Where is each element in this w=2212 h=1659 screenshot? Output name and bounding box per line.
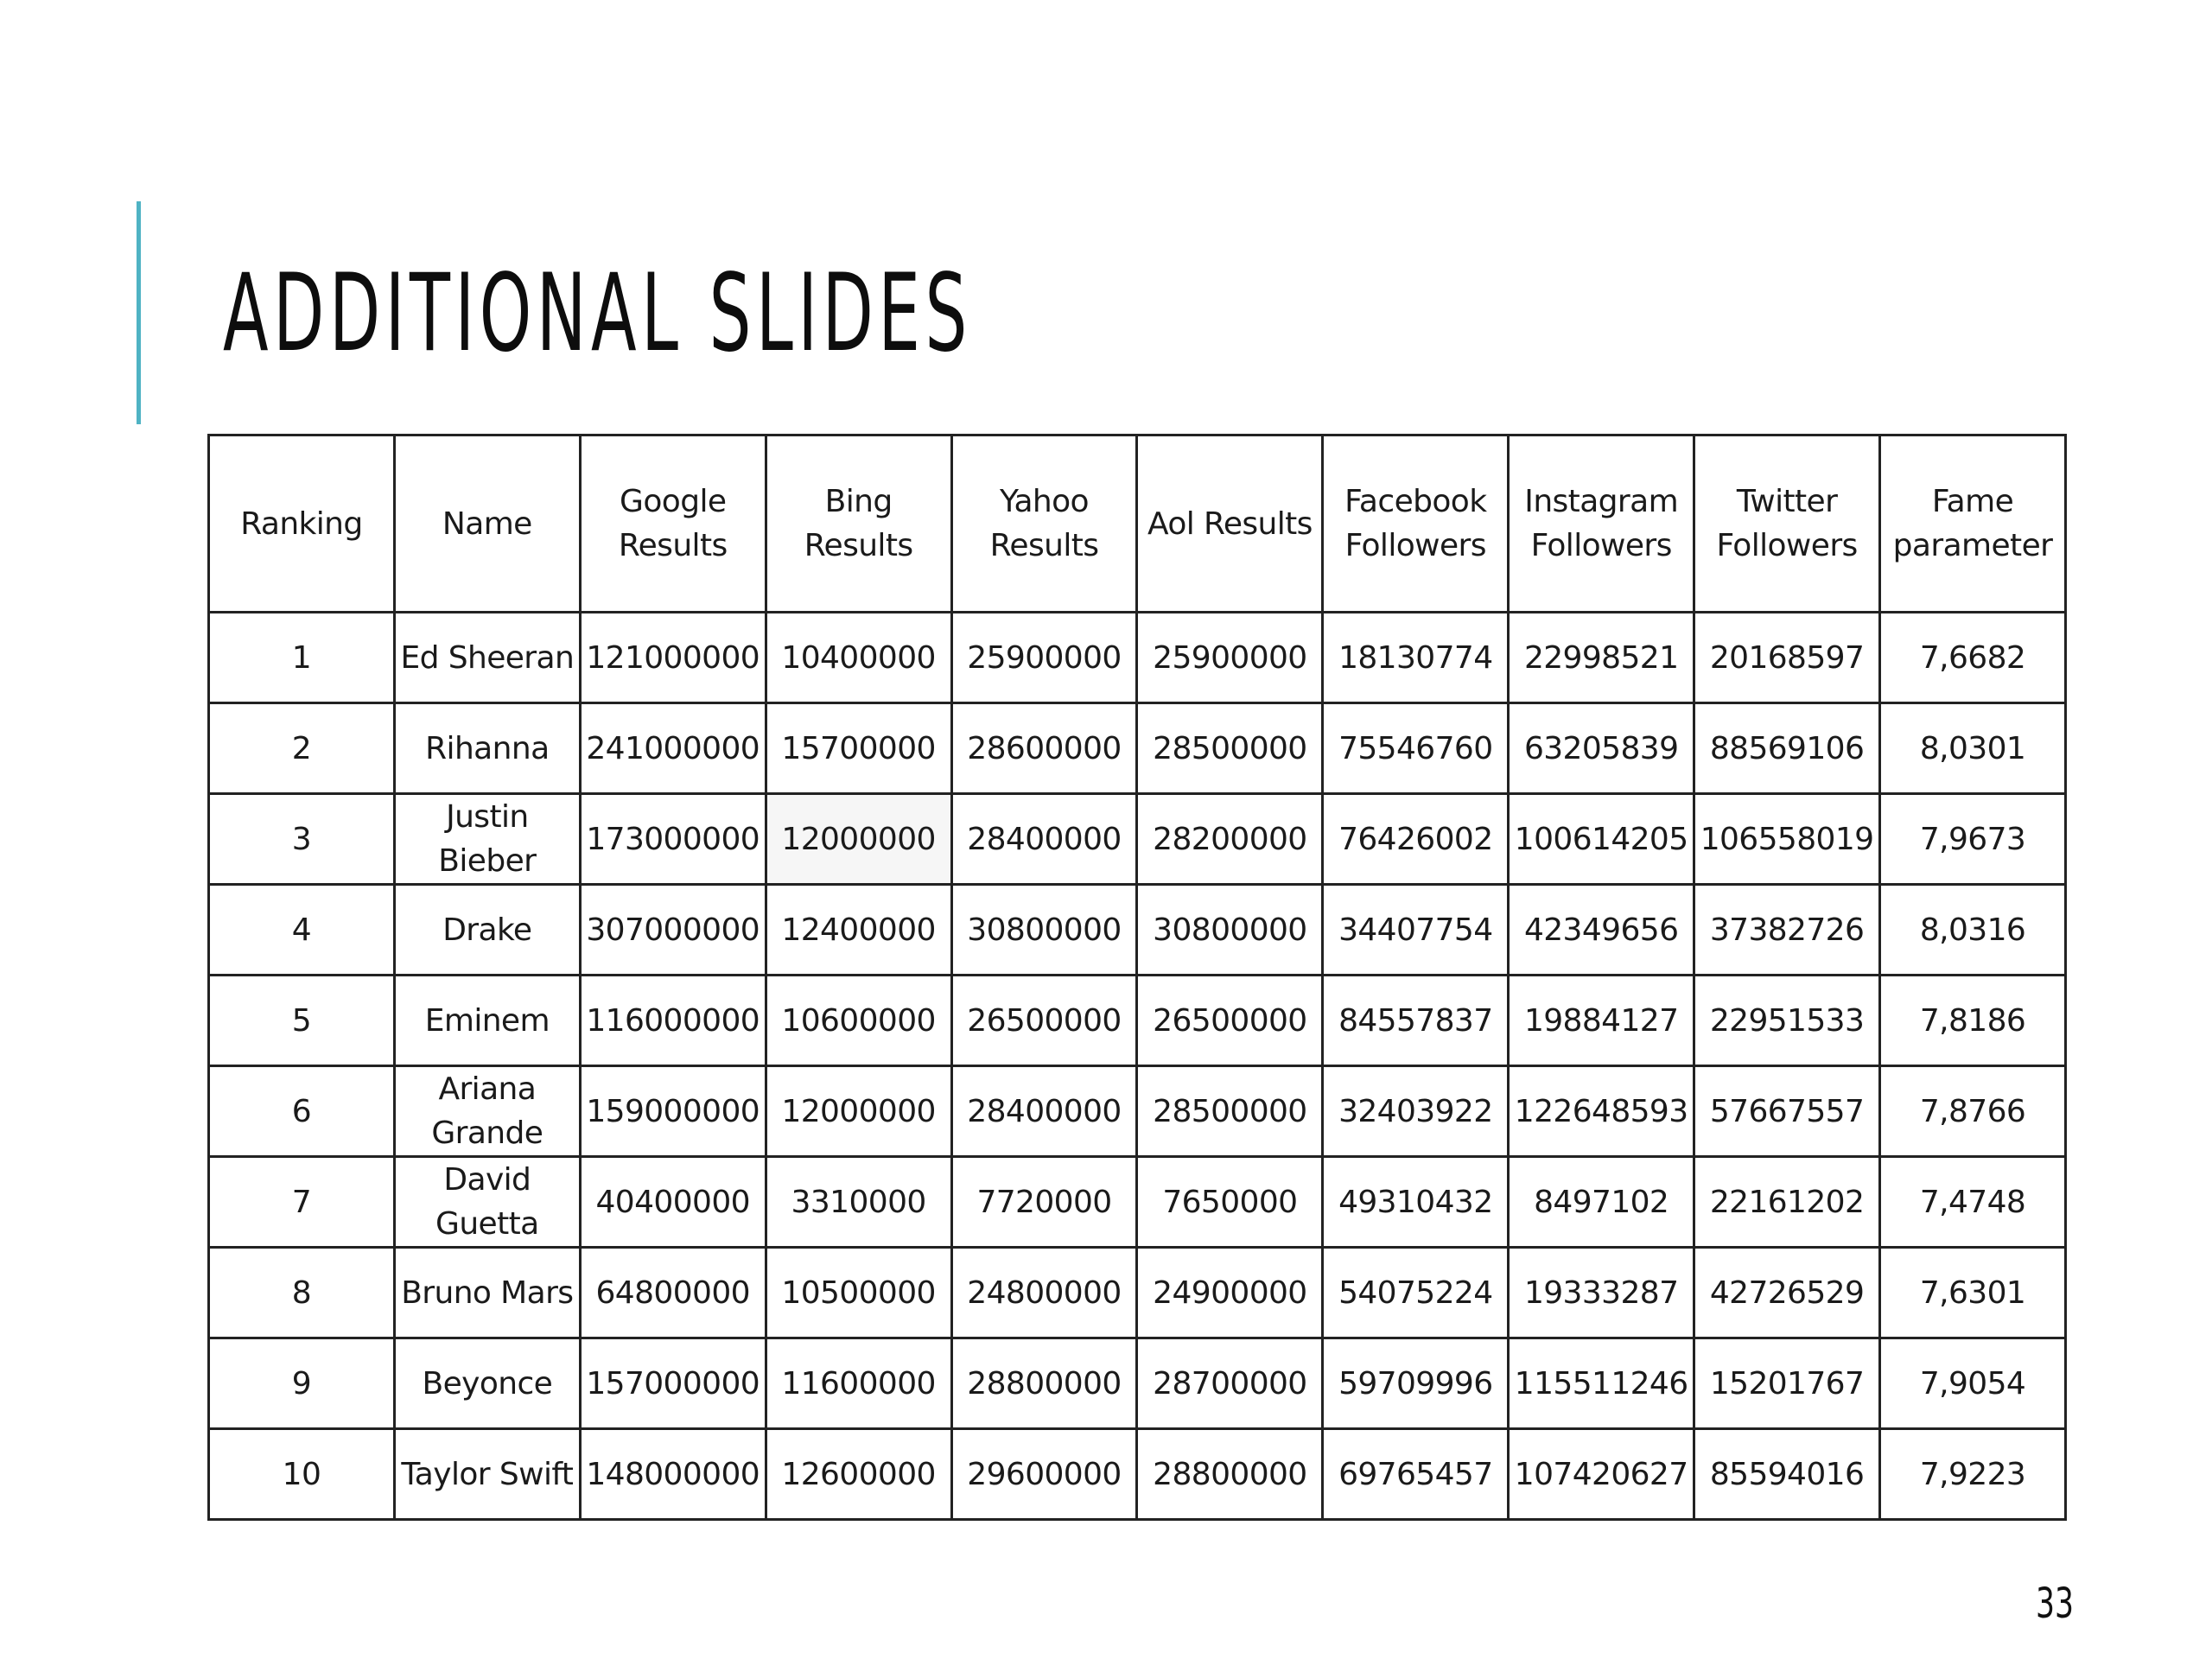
- table-row: [209, 885, 2066, 976]
- cell-bing-results: 12400000: [766, 885, 951, 976]
- cell-aol-results: 28200000: [1137, 794, 1323, 885]
- cell-facebook-followers: 76426002: [1323, 794, 1509, 885]
- cell-facebook-followers: 49310432: [1323, 1157, 1509, 1248]
- header-fame-parameter: Fame parameter: [1880, 435, 2066, 613]
- cell-twitter-followers: 106558019: [1694, 794, 1880, 885]
- cell-yahoo-results: 25900000: [951, 613, 1137, 703]
- cell-google-results: 148000000: [580, 1429, 766, 1520]
- header-yahoo-results: Yahoo Results: [951, 435, 1137, 613]
- cell-bing-results: 10400000: [766, 613, 951, 703]
- cell-name: Beyonce: [394, 1338, 580, 1429]
- cell-instagram-followers: 42349656: [1509, 885, 1694, 976]
- cell-fame-parameter: 7,9223: [1880, 1429, 2066, 1520]
- header-name: Name: [394, 435, 580, 613]
- cell-aol-results: 26500000: [1137, 976, 1323, 1066]
- cell-twitter-followers: 85594016: [1694, 1429, 1880, 1520]
- cell-facebook-followers: 75546760: [1323, 703, 1509, 794]
- cell-instagram-followers: 19884127: [1509, 976, 1694, 1066]
- cell-facebook-followers: 69765457: [1323, 1429, 1509, 1520]
- cell-name: Taylor Swift: [394, 1429, 580, 1520]
- cell-instagram-followers: 63205839: [1509, 703, 1694, 794]
- cell-yahoo-results: 26500000: [951, 976, 1137, 1066]
- header-bing-results: Bing Results: [766, 435, 951, 613]
- cell-twitter-followers: 57667557: [1694, 1066, 1880, 1157]
- cell-twitter-followers: 88569106: [1694, 703, 1880, 794]
- table-row: [209, 1248, 2066, 1338]
- cell-fame-parameter: 7,8766: [1880, 1066, 2066, 1157]
- cell-bing-results: 15700000: [766, 703, 951, 794]
- table-row: [209, 976, 2066, 1066]
- cell-fame-parameter: 8,0316: [1880, 885, 2066, 976]
- cell-google-results: 121000000: [580, 613, 766, 703]
- cell-instagram-followers: 122648593: [1509, 1066, 1694, 1157]
- cell-yahoo-results: 28600000: [951, 703, 1137, 794]
- header-aol-results: Aol Results: [1137, 435, 1323, 613]
- table-row: [209, 613, 2066, 703]
- cell-ranking: 1: [209, 613, 395, 703]
- cell-ranking: 6: [209, 1066, 395, 1157]
- cell-aol-results: 28800000: [1137, 1429, 1323, 1520]
- page-number: 33: [2036, 1580, 2074, 1628]
- cell-twitter-followers: 15201767: [1694, 1338, 1880, 1429]
- fame-ranking-table: [207, 434, 2067, 1521]
- cell-yahoo-results: 30800000: [951, 885, 1137, 976]
- cell-name: Bruno Mars: [394, 1248, 580, 1338]
- cell-fame-parameter: 7,6682: [1880, 613, 2066, 703]
- cell-google-results: 241000000: [580, 703, 766, 794]
- cell-yahoo-results: 24800000: [951, 1248, 1137, 1338]
- cell-aol-results: 28700000: [1137, 1338, 1323, 1429]
- cell-aol-results: 7650000: [1137, 1157, 1323, 1248]
- cell-fame-parameter: 7,9673: [1880, 794, 2066, 885]
- cell-aol-results: 30800000: [1137, 885, 1323, 976]
- header-google-results: Google Results: [580, 435, 766, 613]
- cell-aol-results: 25900000: [1137, 613, 1323, 703]
- cell-bing-results: 12000000: [766, 1066, 951, 1157]
- cell-name: David Guetta: [394, 1157, 580, 1248]
- cell-bing-results: 10500000: [766, 1248, 951, 1338]
- cell-instagram-followers: 107420627: [1509, 1429, 1694, 1520]
- cell-twitter-followers: 20168597: [1694, 613, 1880, 703]
- cell-facebook-followers: 32403922: [1323, 1066, 1509, 1157]
- table-row: [209, 1429, 2066, 1520]
- table-row: [209, 1066, 2066, 1157]
- cell-yahoo-results: 7720000: [951, 1157, 1137, 1248]
- cell-google-results: 307000000: [580, 885, 766, 976]
- cell-ranking: 3: [209, 794, 395, 885]
- header-instagram-followers: Instagram Followers: [1509, 435, 1694, 613]
- cell-instagram-followers: 22998521: [1509, 613, 1694, 703]
- cell-ranking: 2: [209, 703, 395, 794]
- cell-facebook-followers: 34407754: [1323, 885, 1509, 976]
- cell-yahoo-results: 28800000: [951, 1338, 1137, 1429]
- cell-ranking: 7: [209, 1157, 395, 1248]
- table-header-row: [209, 435, 2066, 613]
- header-ranking: Ranking: [209, 435, 395, 613]
- cell-aol-results: 28500000: [1137, 703, 1323, 794]
- cell-aol-results: 24900000: [1137, 1248, 1323, 1338]
- cell-name: Eminem: [394, 976, 580, 1066]
- cell-ranking: 5: [209, 976, 395, 1066]
- table-row: [209, 794, 2066, 885]
- table-row: [209, 703, 2066, 794]
- cell-twitter-followers: 22951533: [1694, 976, 1880, 1066]
- cell-fame-parameter: 7,4748: [1880, 1157, 2066, 1248]
- cell-name: Ed Sheeran: [394, 613, 580, 703]
- cell-facebook-followers: 54075224: [1323, 1248, 1509, 1338]
- cell-instagram-followers: 100614205: [1509, 794, 1694, 885]
- cell-fame-parameter: 7,9054: [1880, 1338, 2066, 1429]
- cell-bing-results: 12000000: [766, 794, 951, 885]
- cell-google-results: 40400000: [580, 1157, 766, 1248]
- cell-google-results: 159000000: [580, 1066, 766, 1157]
- cell-bing-results: 3310000: [766, 1157, 951, 1248]
- cell-bing-results: 11600000: [766, 1338, 951, 1429]
- title-accent-bar: [137, 201, 141, 424]
- cell-fame-parameter: 7,6301: [1880, 1248, 2066, 1338]
- cell-google-results: 64800000: [580, 1248, 766, 1338]
- cell-google-results: 116000000: [580, 976, 766, 1066]
- cell-ranking: 10: [209, 1429, 395, 1520]
- cell-facebook-followers: 59709996: [1323, 1338, 1509, 1429]
- table-row: [209, 1338, 2066, 1429]
- header-facebook-followers: Facebook Followers: [1323, 435, 1509, 613]
- cell-twitter-followers: 22161202: [1694, 1157, 1880, 1248]
- cell-fame-parameter: 7,8186: [1880, 976, 2066, 1066]
- cell-yahoo-results: 28400000: [951, 794, 1137, 885]
- cell-name: Rihanna: [394, 703, 580, 794]
- cell-facebook-followers: 84557837: [1323, 976, 1509, 1066]
- cell-yahoo-results: 29600000: [951, 1429, 1137, 1520]
- cell-aol-results: 28500000: [1137, 1066, 1323, 1157]
- cell-instagram-followers: 8497102: [1509, 1157, 1694, 1248]
- cell-twitter-followers: 37382726: [1694, 885, 1880, 976]
- table-row: [209, 1157, 2066, 1248]
- cell-instagram-followers: 115511246: [1509, 1338, 1694, 1429]
- cell-ranking: 9: [209, 1338, 395, 1429]
- cell-name: Drake: [394, 885, 580, 976]
- cell-instagram-followers: 19333287: [1509, 1248, 1694, 1338]
- slide-title: ADDITIONAL SLIDES: [223, 251, 972, 376]
- cell-bing-results: 10600000: [766, 976, 951, 1066]
- header-twitter-followers: Twitter Followers: [1694, 435, 1880, 613]
- cell-name: Justin Bieber: [394, 794, 580, 885]
- cell-bing-results: 12600000: [766, 1429, 951, 1520]
- cell-ranking: 4: [209, 885, 395, 976]
- cell-twitter-followers: 42726529: [1694, 1248, 1880, 1338]
- cell-yahoo-results: 28400000: [951, 1066, 1137, 1157]
- cell-fame-parameter: 8,0301: [1880, 703, 2066, 794]
- cell-google-results: 157000000: [580, 1338, 766, 1429]
- cell-google-results: 173000000: [580, 794, 766, 885]
- cell-facebook-followers: 18130774: [1323, 613, 1509, 703]
- cell-ranking: 8: [209, 1248, 395, 1338]
- cell-name: Ariana Grande: [394, 1066, 580, 1157]
